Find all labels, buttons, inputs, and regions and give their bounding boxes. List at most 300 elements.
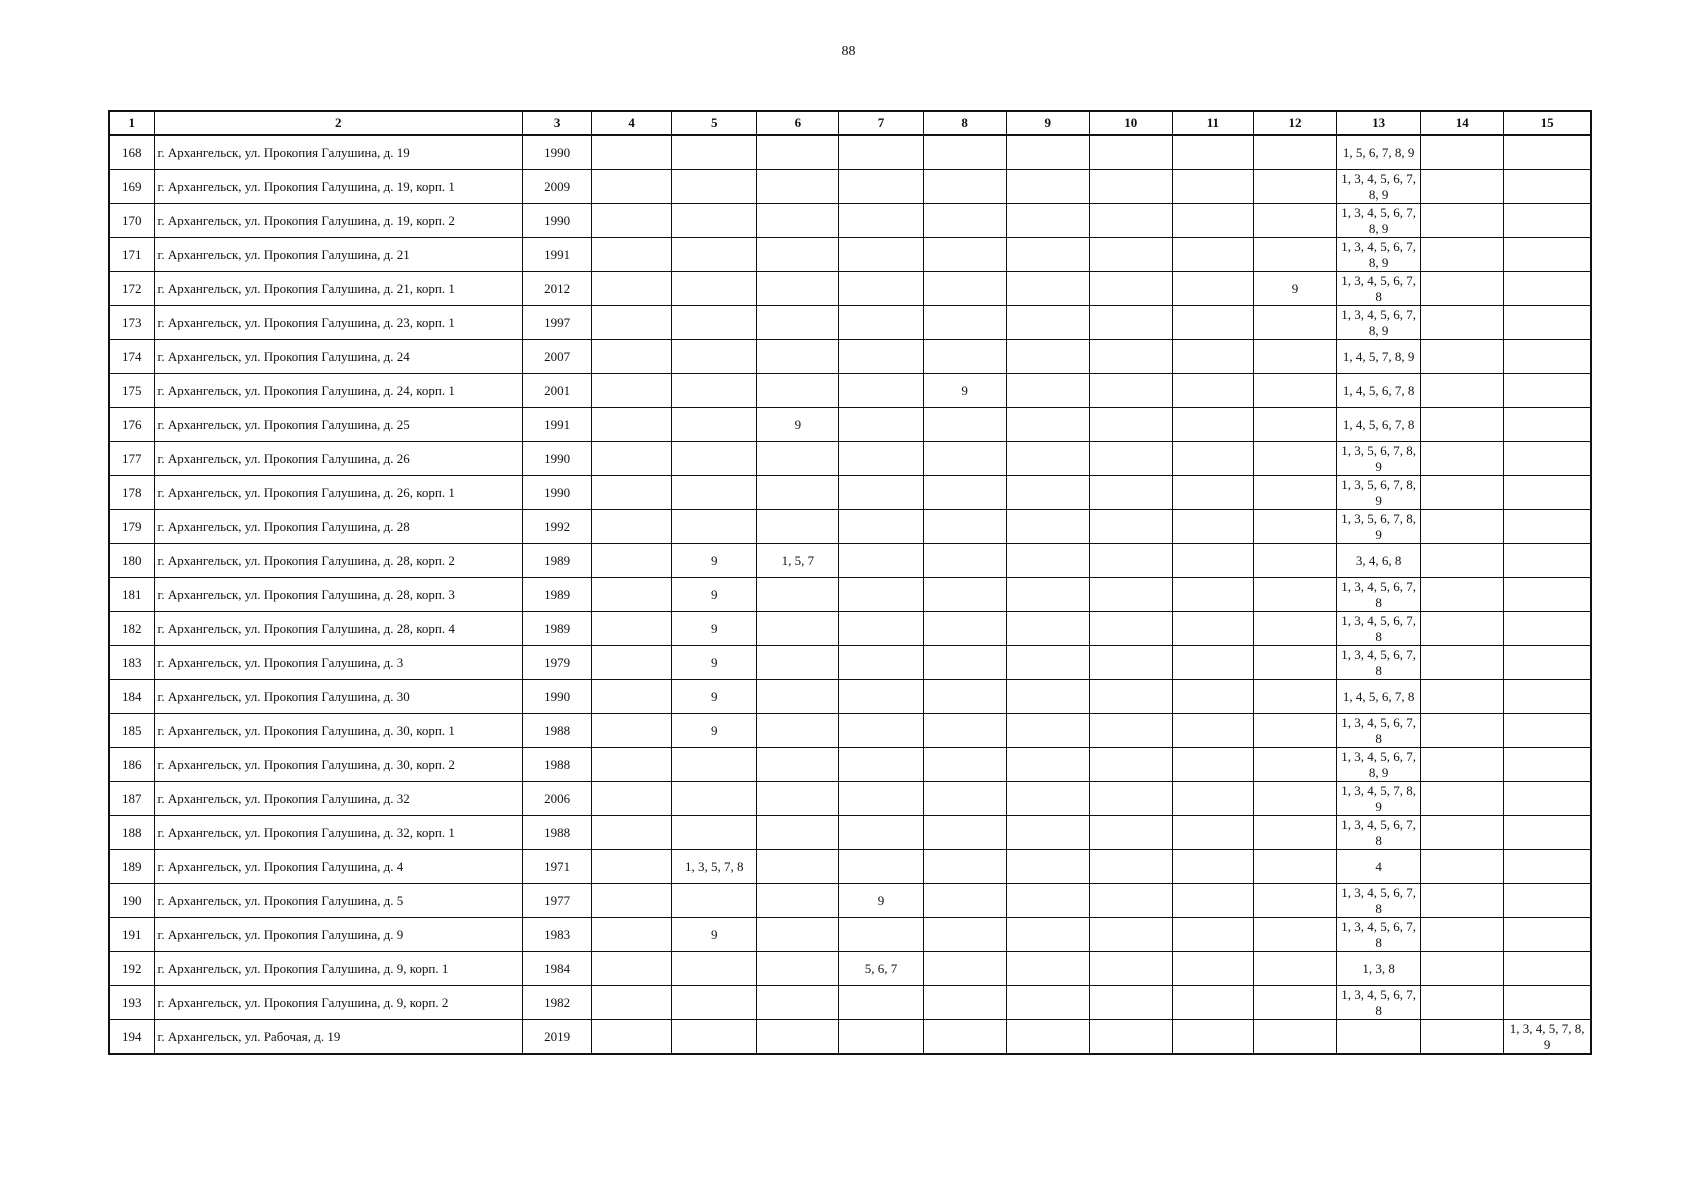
table-cell — [1253, 544, 1336, 578]
table-cell — [592, 986, 672, 1020]
table-cell — [1172, 510, 1253, 544]
table-cell — [592, 816, 672, 850]
table-cell — [923, 986, 1006, 1020]
table-cell: 9 — [672, 714, 757, 748]
table-cell — [1006, 680, 1089, 714]
row-number-cell: 180 — [109, 544, 154, 578]
year-cell: 1990 — [523, 204, 592, 238]
table-cell — [1504, 612, 1591, 646]
table-cell — [1421, 238, 1504, 272]
table-row — [109, 204, 1591, 238]
row-number-cell: 174 — [109, 340, 154, 374]
table-cell — [592, 510, 672, 544]
table-cell — [1421, 986, 1504, 1020]
address-cell: г. Архангельск, ул. Прокопия Галушина, д. 4 — [154, 850, 522, 884]
table-cell — [1253, 510, 1336, 544]
table-cell — [1253, 918, 1336, 952]
table-cell — [1172, 476, 1253, 510]
year-cell: 2019 — [523, 1020, 592, 1055]
address-cell: г. Архангельск, ул. Рабочая, д. 19 — [154, 1020, 522, 1055]
table-row — [109, 340, 1591, 374]
table-cell — [1504, 272, 1591, 306]
row-number-cell: 172 — [109, 272, 154, 306]
table-cell — [1006, 135, 1089, 170]
table-cell — [839, 476, 923, 510]
year-cell: 1988 — [523, 748, 592, 782]
table-cell — [1421, 374, 1504, 408]
table-cell — [757, 238, 839, 272]
column-header-3: 3 — [523, 111, 592, 135]
address-cell: г. Архангельск, ул. Прокопия Галушина, д. 30, корп. 2 — [154, 748, 522, 782]
table-cell — [839, 748, 923, 782]
table-cell: 1, 5, 7 — [757, 544, 839, 578]
table-cell — [1089, 1020, 1172, 1055]
table-cell — [839, 714, 923, 748]
column-header-7: 7 — [839, 111, 923, 135]
table-cell — [1253, 578, 1336, 612]
table-cell — [757, 816, 839, 850]
table-cell — [757, 680, 839, 714]
table-cell — [1253, 748, 1336, 782]
year-cell: 1982 — [523, 986, 592, 1020]
table-cell — [839, 170, 923, 204]
table-cell — [1089, 680, 1172, 714]
table-cell — [1253, 204, 1336, 238]
table-cell — [1089, 850, 1172, 884]
table-cell — [1253, 714, 1336, 748]
table-cell: 1, 3, 5, 7, 8 — [672, 850, 757, 884]
table-cell — [672, 748, 757, 782]
year-cell: 1990 — [523, 442, 592, 476]
table-cell — [672, 272, 757, 306]
table-cell — [1089, 272, 1172, 306]
table-cell — [1253, 884, 1336, 918]
address-cell: г. Архангельск, ул. Прокопия Галушина, д. 28 — [154, 510, 522, 544]
address-cell: г. Архангельск, ул. Прокопия Галушина, д. 32 — [154, 782, 522, 816]
table-cell — [923, 340, 1006, 374]
year-cell: 1990 — [523, 135, 592, 170]
table-cell — [839, 204, 923, 238]
table-cell — [923, 135, 1006, 170]
table-cell — [1421, 952, 1504, 986]
table-cell — [757, 442, 839, 476]
table-cell — [1172, 306, 1253, 340]
year-cell: 1971 — [523, 850, 592, 884]
table-cell — [672, 204, 757, 238]
table-row — [109, 612, 1591, 646]
table-cell — [1089, 135, 1172, 170]
table-cell — [757, 646, 839, 680]
table-cell — [1089, 442, 1172, 476]
table-cell — [592, 340, 672, 374]
year-cell: 1979 — [523, 646, 592, 680]
table-cell — [1253, 816, 1336, 850]
table-cell — [672, 1020, 757, 1055]
table-cell — [1089, 204, 1172, 238]
table-cell: 1, 3, 4, 5, 6, 7, 8, 9 — [1337, 306, 1421, 340]
table-cell — [1504, 204, 1591, 238]
table-cell — [1504, 952, 1591, 986]
row-number-cell: 178 — [109, 476, 154, 510]
table-cell: 1, 3, 4, 5, 6, 7, 8 — [1337, 612, 1421, 646]
table-cell — [672, 782, 757, 816]
table-cell — [672, 884, 757, 918]
table-row — [109, 135, 1591, 170]
table-cell — [923, 714, 1006, 748]
row-number-cell: 187 — [109, 782, 154, 816]
table-cell — [1421, 782, 1504, 816]
row-number-cell: 168 — [109, 135, 154, 170]
year-cell: 1990 — [523, 680, 592, 714]
table-cell — [1006, 782, 1089, 816]
table-cell: 9 — [672, 544, 757, 578]
table-row — [109, 952, 1591, 986]
table-cell — [757, 204, 839, 238]
row-number-cell: 171 — [109, 238, 154, 272]
table-cell — [592, 952, 672, 986]
table-cell — [757, 782, 839, 816]
table-cell — [757, 476, 839, 510]
table-cell — [1421, 884, 1504, 918]
table-cell — [757, 135, 839, 170]
table-cell — [1504, 374, 1591, 408]
table-cell — [592, 612, 672, 646]
table-cell — [923, 272, 1006, 306]
table-cell: 9 — [757, 408, 839, 442]
table-row — [109, 306, 1591, 340]
table-cell: 9 — [1253, 272, 1336, 306]
table-cell — [1504, 544, 1591, 578]
table-cell — [923, 476, 1006, 510]
table-row — [109, 646, 1591, 680]
table-cell — [1172, 952, 1253, 986]
table-cell — [757, 952, 839, 986]
table-cell — [1253, 1020, 1336, 1055]
row-number-cell: 175 — [109, 374, 154, 408]
table-cell — [592, 850, 672, 884]
table-cell — [1172, 612, 1253, 646]
row-number-cell: 188 — [109, 816, 154, 850]
table-cell — [1421, 714, 1504, 748]
table-cell — [839, 782, 923, 816]
year-cell: 1988 — [523, 816, 592, 850]
table-cell — [1504, 238, 1591, 272]
table-cell — [923, 408, 1006, 442]
table-cell — [839, 442, 923, 476]
table-cell — [923, 510, 1006, 544]
table-cell — [1504, 782, 1591, 816]
address-cell: г. Архангельск, ул. Прокопия Галушина, д. 30 — [154, 680, 522, 714]
table-cell: 9 — [672, 680, 757, 714]
table-cell — [923, 952, 1006, 986]
table-cell — [1006, 476, 1089, 510]
year-cell: 1989 — [523, 578, 592, 612]
table-cell — [1253, 680, 1336, 714]
address-cell: г. Архангельск, ул. Прокопия Галушина, д. 9 — [154, 918, 522, 952]
table-cell — [1172, 408, 1253, 442]
table-cell — [1504, 578, 1591, 612]
table-cell — [1172, 544, 1253, 578]
year-cell: 1989 — [523, 544, 592, 578]
table-cell — [923, 170, 1006, 204]
table-cell — [592, 1020, 672, 1055]
table-cell — [923, 578, 1006, 612]
table-cell — [1089, 238, 1172, 272]
row-number-cell: 190 — [109, 884, 154, 918]
table-cell: 1, 3, 4, 5, 6, 7, 8 — [1337, 714, 1421, 748]
table-cell — [592, 476, 672, 510]
table-cell — [1089, 952, 1172, 986]
table-cell: 1, 3, 4, 5, 6, 7, 8, 9 — [1337, 238, 1421, 272]
column-header-6: 6 — [757, 111, 839, 135]
table-cell: 1, 3, 4, 5, 6, 7, 8 — [1337, 646, 1421, 680]
table-cell — [1089, 816, 1172, 850]
table-cell — [1253, 170, 1336, 204]
table-row — [109, 714, 1591, 748]
table-cell — [1172, 374, 1253, 408]
address-cell: г. Архангельск, ул. Прокопия Галушина, д. 30, корп. 1 — [154, 714, 522, 748]
table-cell — [1504, 884, 1591, 918]
table-row — [109, 510, 1591, 544]
table-cell — [1421, 816, 1504, 850]
table-cell — [1421, 646, 1504, 680]
table-cell — [1421, 544, 1504, 578]
table-cell — [923, 646, 1006, 680]
table-cell: 9 — [672, 918, 757, 952]
table-cell — [1089, 510, 1172, 544]
table-cell — [1504, 340, 1591, 374]
table-cell — [1172, 748, 1253, 782]
year-cell: 1984 — [523, 952, 592, 986]
table-cell — [592, 714, 672, 748]
row-number-cell: 189 — [109, 850, 154, 884]
table-cell: 5, 6, 7 — [839, 952, 923, 986]
row-number-cell: 182 — [109, 612, 154, 646]
table-cell — [1504, 135, 1591, 170]
address-cell: г. Архангельск, ул. Прокопия Галушина, д. 24 — [154, 340, 522, 374]
table-cell — [1089, 748, 1172, 782]
address-cell: г. Архангельск, ул. Прокопия Галушина, д. 5 — [154, 884, 522, 918]
table-cell — [1421, 918, 1504, 952]
table-cell — [672, 476, 757, 510]
table-cell — [1089, 544, 1172, 578]
row-number-cell: 176 — [109, 408, 154, 442]
table-cell — [1089, 340, 1172, 374]
column-header-11: 11 — [1172, 111, 1253, 135]
column-header-2: 2 — [154, 111, 522, 135]
table-cell — [1172, 918, 1253, 952]
table-cell — [672, 374, 757, 408]
table-cell — [923, 612, 1006, 646]
row-number-cell: 194 — [109, 1020, 154, 1055]
table-cell — [757, 306, 839, 340]
row-number-cell: 169 — [109, 170, 154, 204]
table-cell — [1421, 170, 1504, 204]
address-cell: г. Архангельск, ул. Прокопия Галушина, д. 25 — [154, 408, 522, 442]
table-row — [109, 816, 1591, 850]
table-cell: 9 — [839, 884, 923, 918]
table-cell — [1421, 340, 1504, 374]
table-cell — [923, 442, 1006, 476]
table-cell — [839, 340, 923, 374]
table-cell — [672, 170, 757, 204]
table-cell — [1504, 170, 1591, 204]
table-cell: 1, 3, 5, 6, 7, 8, 9 — [1337, 442, 1421, 476]
address-cell: г. Архангельск, ул. Прокопия Галушина, д. 28, корп. 3 — [154, 578, 522, 612]
table-cell — [592, 272, 672, 306]
year-cell: 2012 — [523, 272, 592, 306]
table-cell — [592, 578, 672, 612]
table-cell — [592, 918, 672, 952]
row-number-cell: 173 — [109, 306, 154, 340]
table-cell — [1006, 340, 1089, 374]
row-number-cell: 186 — [109, 748, 154, 782]
table-cell — [1006, 1020, 1089, 1055]
table-cell — [1253, 340, 1336, 374]
table-cell — [1172, 272, 1253, 306]
table-cell — [592, 646, 672, 680]
table-cell — [1172, 238, 1253, 272]
year-cell: 2001 — [523, 374, 592, 408]
year-cell: 1988 — [523, 714, 592, 748]
table-cell — [1504, 510, 1591, 544]
table-cell — [923, 306, 1006, 340]
year-cell: 2006 — [523, 782, 592, 816]
row-number-cell: 184 — [109, 680, 154, 714]
table-cell — [1253, 952, 1336, 986]
year-cell: 1991 — [523, 238, 592, 272]
table-cell — [1421, 612, 1504, 646]
table-cell — [1504, 918, 1591, 952]
table-row — [109, 170, 1591, 204]
table-cell — [672, 510, 757, 544]
address-cell: г. Архангельск, ул. Прокопия Галушина, д. 19, корп. 2 — [154, 204, 522, 238]
address-cell: г. Архангельск, ул. Прокопия Галушина, д. 3 — [154, 646, 522, 680]
column-header-13: 13 — [1337, 111, 1421, 135]
table-cell — [839, 1020, 923, 1055]
table-cell — [1089, 306, 1172, 340]
table-cell — [1006, 204, 1089, 238]
table-cell — [1421, 578, 1504, 612]
table-cell — [1089, 374, 1172, 408]
table-cell — [1089, 714, 1172, 748]
table-cell — [1421, 204, 1504, 238]
table-cell — [1089, 612, 1172, 646]
table-cell: 1, 3, 8 — [1337, 952, 1421, 986]
table-cell — [1172, 816, 1253, 850]
address-cell: г. Архангельск, ул. Прокопия Галушина, д. 28, корп. 2 — [154, 544, 522, 578]
table-cell — [1504, 680, 1591, 714]
table-cell — [1172, 680, 1253, 714]
table-cell — [1172, 340, 1253, 374]
table-cell — [1089, 986, 1172, 1020]
table-row — [109, 918, 1591, 952]
table-cell — [757, 1020, 839, 1055]
table-cell — [1006, 578, 1089, 612]
table-cell — [1089, 782, 1172, 816]
row-number-cell: 183 — [109, 646, 154, 680]
table-cell: 1, 3, 4, 5, 6, 7, 8 — [1337, 986, 1421, 1020]
table-cell — [1421, 680, 1504, 714]
column-header-9: 9 — [1006, 111, 1089, 135]
table-cell: 1, 3, 4, 5, 6, 7, 8, 9 — [1337, 748, 1421, 782]
table-cell — [592, 748, 672, 782]
table-cell — [672, 340, 757, 374]
table-cell — [1504, 646, 1591, 680]
table-cell — [592, 408, 672, 442]
address-cell: г. Архангельск, ул. Прокопия Галушина, д. 21, корп. 1 — [154, 272, 522, 306]
address-cell: г. Архангельск, ул. Прокопия Галушина, д. 9, корп. 2 — [154, 986, 522, 1020]
table-cell: 9 — [672, 646, 757, 680]
table-cell — [592, 782, 672, 816]
table-cell — [1504, 816, 1591, 850]
table-cell — [839, 850, 923, 884]
table-cell — [1253, 135, 1336, 170]
row-number-cell: 179 — [109, 510, 154, 544]
column-header-14: 14 — [1421, 111, 1504, 135]
table-cell — [839, 306, 923, 340]
table-cell — [1337, 1020, 1421, 1055]
table-row — [109, 374, 1591, 408]
table-cell — [1006, 714, 1089, 748]
table-cell — [1172, 714, 1253, 748]
table-cell — [672, 408, 757, 442]
table-cell — [923, 850, 1006, 884]
table-cell — [1253, 374, 1336, 408]
table-cell — [839, 918, 923, 952]
table-cell: 1, 3, 4, 5, 6, 7, 8 — [1337, 918, 1421, 952]
year-cell: 1977 — [523, 884, 592, 918]
table-cell: 3, 4, 6, 8 — [1337, 544, 1421, 578]
table-cell — [1089, 884, 1172, 918]
table-cell — [1172, 578, 1253, 612]
table-cell — [923, 1020, 1006, 1055]
table-cell: 1, 3, 4, 5, 6, 7, 8, 9 — [1337, 170, 1421, 204]
table-cell — [1253, 646, 1336, 680]
table-cell: 1, 3, 5, 6, 7, 8, 9 — [1337, 476, 1421, 510]
table-cell — [1006, 884, 1089, 918]
table-cell — [592, 306, 672, 340]
year-cell: 2009 — [523, 170, 592, 204]
year-cell: 1989 — [523, 612, 592, 646]
year-cell: 2007 — [523, 340, 592, 374]
table-cell — [592, 680, 672, 714]
table-cell — [923, 816, 1006, 850]
column-header-10: 10 — [1089, 111, 1172, 135]
table-cell — [1172, 442, 1253, 476]
table-cell — [1421, 272, 1504, 306]
row-number-cell: 185 — [109, 714, 154, 748]
table-cell — [1006, 374, 1089, 408]
table-cell: 1, 3, 5, 6, 7, 8, 9 — [1337, 510, 1421, 544]
table-cell — [1504, 442, 1591, 476]
page-number: 88 — [841, 44, 856, 59]
table-cell: 1, 4, 5, 6, 7, 8 — [1337, 680, 1421, 714]
year-cell: 1997 — [523, 306, 592, 340]
table-cell: 9 — [923, 374, 1006, 408]
column-header-1: 1 — [109, 111, 154, 135]
address-cell: г. Архангельск, ул. Прокопия Галушина, д. 26, корп. 1 — [154, 476, 522, 510]
table-cell: 1, 3, 4, 5, 6, 7, 8 — [1337, 578, 1421, 612]
table-cell — [1504, 408, 1591, 442]
table-cell: 1, 3, 4, 5, 7, 8, 9 — [1504, 1020, 1591, 1055]
table-cell — [839, 510, 923, 544]
address-cell: г. Архангельск, ул. Прокопия Галушина, д. 32, корп. 1 — [154, 816, 522, 850]
table-row — [109, 272, 1591, 306]
table-cell — [1253, 782, 1336, 816]
column-header-5: 5 — [672, 111, 757, 135]
table-cell — [592, 204, 672, 238]
